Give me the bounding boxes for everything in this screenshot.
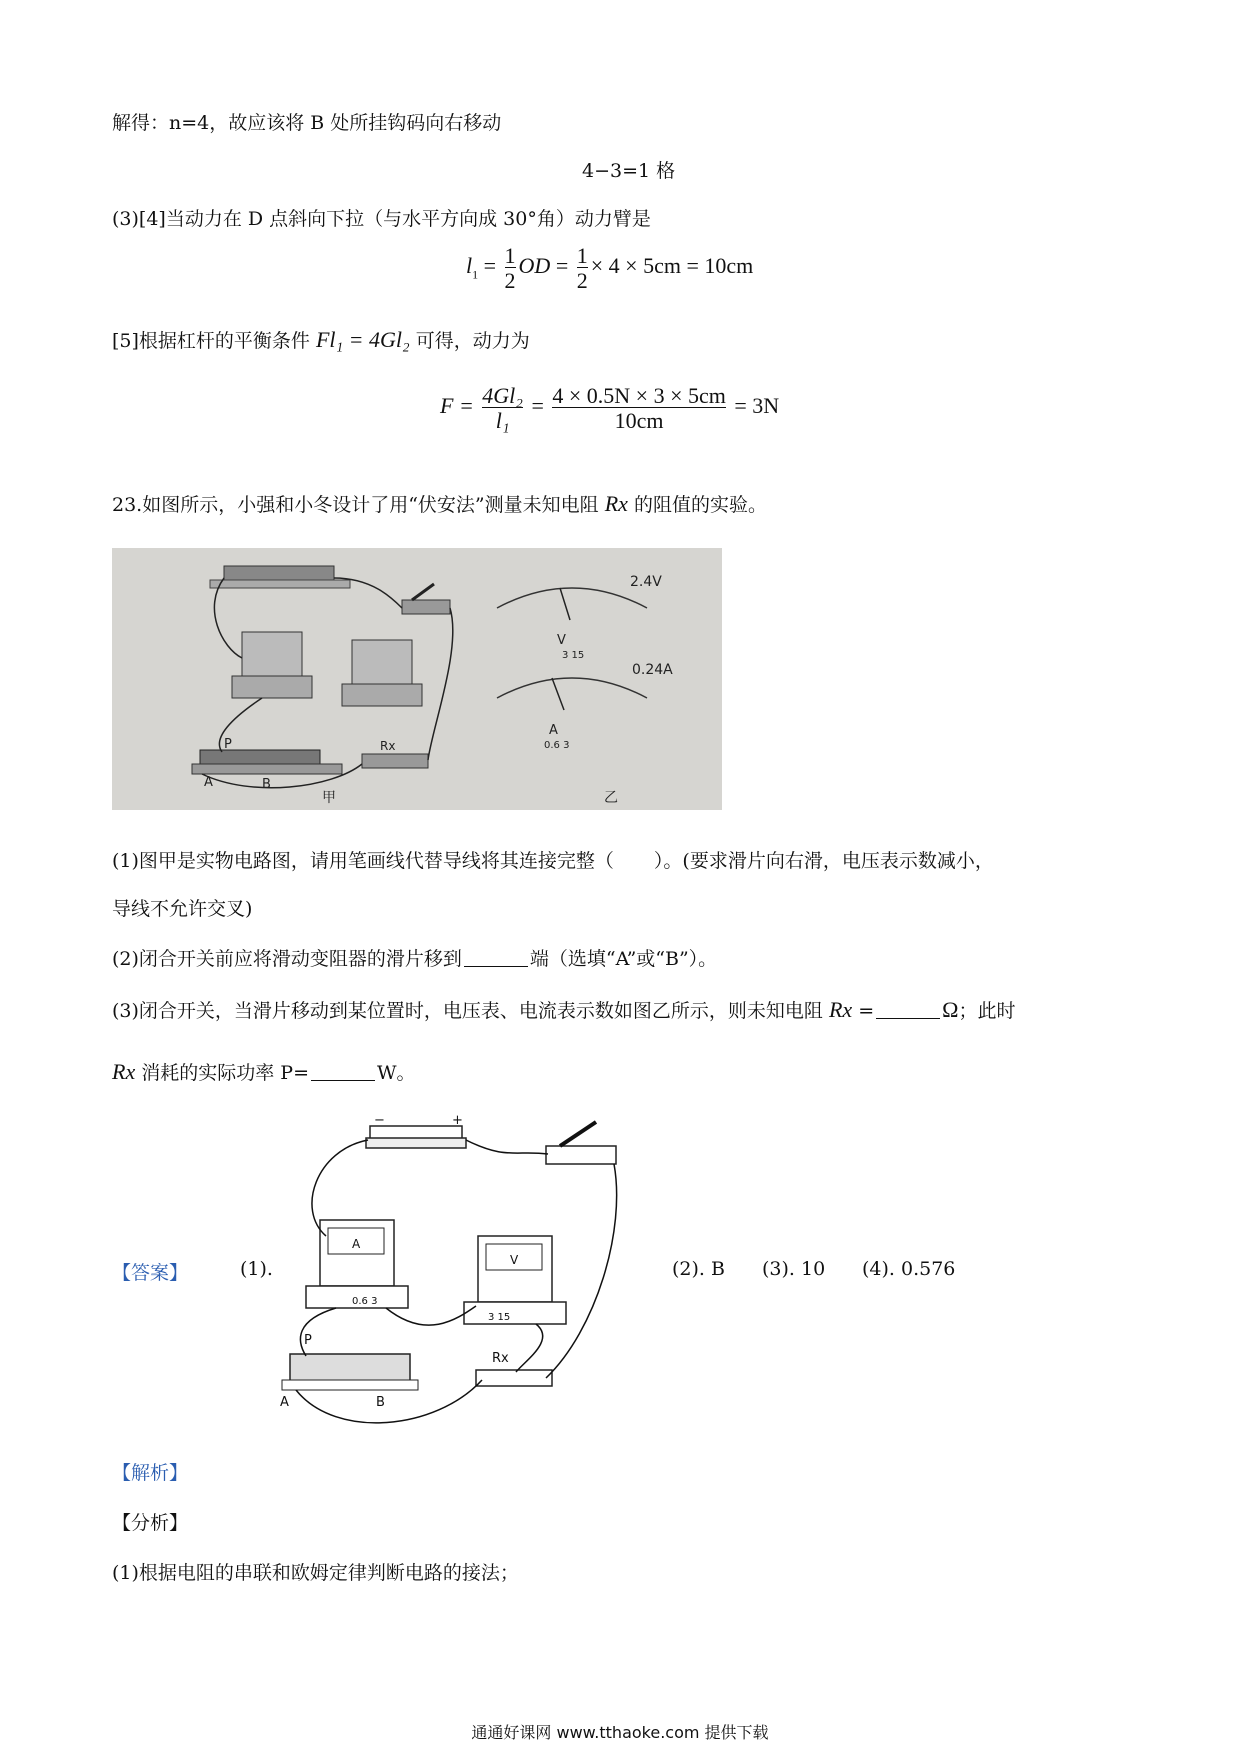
circuit-photo-figure <box>112 548 722 810</box>
voltmeter-taps: 3 15 <box>488 1312 511 1323</box>
section-jiexi: 【解析】 <box>112 1462 189 1484</box>
answer-circuit-drawing <box>276 1110 656 1440</box>
end-b: B <box>376 1395 385 1410</box>
dial-v-taps: 3 15 <box>562 650 585 661</box>
analysis-line-1: (1)根据电阻的串联和欧姆定律判断电路的接法； <box>112 1562 519 1584</box>
switch-icon <box>402 600 450 614</box>
section-fenxi: 【分析】 <box>112 1512 189 1534</box>
resistor-icon <box>362 754 428 768</box>
formula-lever-arm: $l_1$ = $\frac{1}{2}$ OD = $\frac{1}{2}$ × 4 × 5cm = 10cm <box>466 243 754 294</box>
end-b-label: B <box>262 777 271 792</box>
voltmeter-label: V <box>510 1253 519 1267</box>
question-23-1-cont: 导线不允许交叉) <box>112 898 253 920</box>
answer-4: (4). 0.576 <box>862 1258 956 1280</box>
blank-3 <box>876 1017 940 1019</box>
ammeter-taps: 0.6 3 <box>352 1296 378 1307</box>
ammeter-label: A <box>352 1237 361 1251</box>
line-grid-count: 4−3=1 格 <box>582 160 676 182</box>
question-23-2: (2)闭合开关前应将滑动变阻器的滑片移到 端（选填“A”或“B”）。 <box>112 948 718 970</box>
switch-icon <box>546 1146 616 1164</box>
circuit-photo-drawing <box>112 548 722 810</box>
page-footer: 通通好课网 www.tthaoke.com 提供下载 <box>471 1723 769 1742</box>
end-a: A <box>280 1395 289 1410</box>
blank-4 <box>311 1079 375 1081</box>
figure-label-jia: 甲 <box>322 790 336 806</box>
slider-p: P <box>304 1333 312 1348</box>
dial-a-label: A <box>549 723 558 738</box>
answer-1: (1). <box>240 1258 273 1280</box>
ammeter-left-icon <box>242 632 302 680</box>
line-balance: [5]根据杠杆的平衡条件 Fl₁ = 4Gl₂ 可得，动力为 <box>112 327 530 352</box>
resistor-icon <box>476 1370 552 1386</box>
question-23-1: (1)图甲是实物电路图，请用笔画线代替导线将其连接完整（ ）。(要求滑片向右滑，电压表示数减小， <box>112 850 994 872</box>
end-a-label: A <box>204 775 213 790</box>
battery-plus: + <box>452 1113 463 1128</box>
rx-label: Rx <box>380 739 396 753</box>
answer-circuit-figure <box>276 1110 656 1440</box>
question-23-3-power: Rx 消耗的实际功率 P= W。 <box>112 1059 416 1084</box>
voltage-note: 2.4V <box>630 574 662 590</box>
rheostat-icon <box>290 1354 410 1382</box>
current-note: 0.24A <box>632 662 673 678</box>
formula-balance-inline: Fl₁ = 4Gl₂ <box>315 327 410 352</box>
resistor-label: Rx <box>492 1351 509 1366</box>
battery-minus: − <box>374 1113 385 1128</box>
answer-3: (3). 10 <box>762 1258 826 1280</box>
line-solution-n: 解得：n=4，故应该将 B 处所挂钩码向右移动 <box>112 112 502 134</box>
blank-2 <box>464 965 528 967</box>
answer-label: 【答案】 <box>112 1262 189 1284</box>
question-23: 23.如图所示，小强和小冬设计了用“伏安法”测量未知电阻 Rx 的阻值的实验。 <box>112 491 767 516</box>
slider-p-label: P <box>224 737 232 752</box>
formula-force: F = $\frac{\text{4Gl₂}}{\text{l₁}}$ = $\frac{4 \times 0.5N \times 3 \times 5cm}{10cm}$ = 3N <box>440 383 780 434</box>
answer-2: (2). B <box>672 1258 725 1280</box>
dial-v-label: V <box>557 633 566 648</box>
voltmeter-mid-icon <box>352 640 412 688</box>
dial-a-taps: 0.6 3 <box>544 740 570 751</box>
figure-label-yi: 乙 <box>604 790 618 806</box>
question-23-3: (3)闭合开关，当滑片移动到某位置时，电压表、电流表示数如图乙所示，则未知电阻 Rx = Ω；此时 <box>112 997 1016 1022</box>
line-part3-4: (3)[4]当动力在 D 点斜向下拉（与水平方向成 30°角）动力臂是 <box>112 208 651 230</box>
